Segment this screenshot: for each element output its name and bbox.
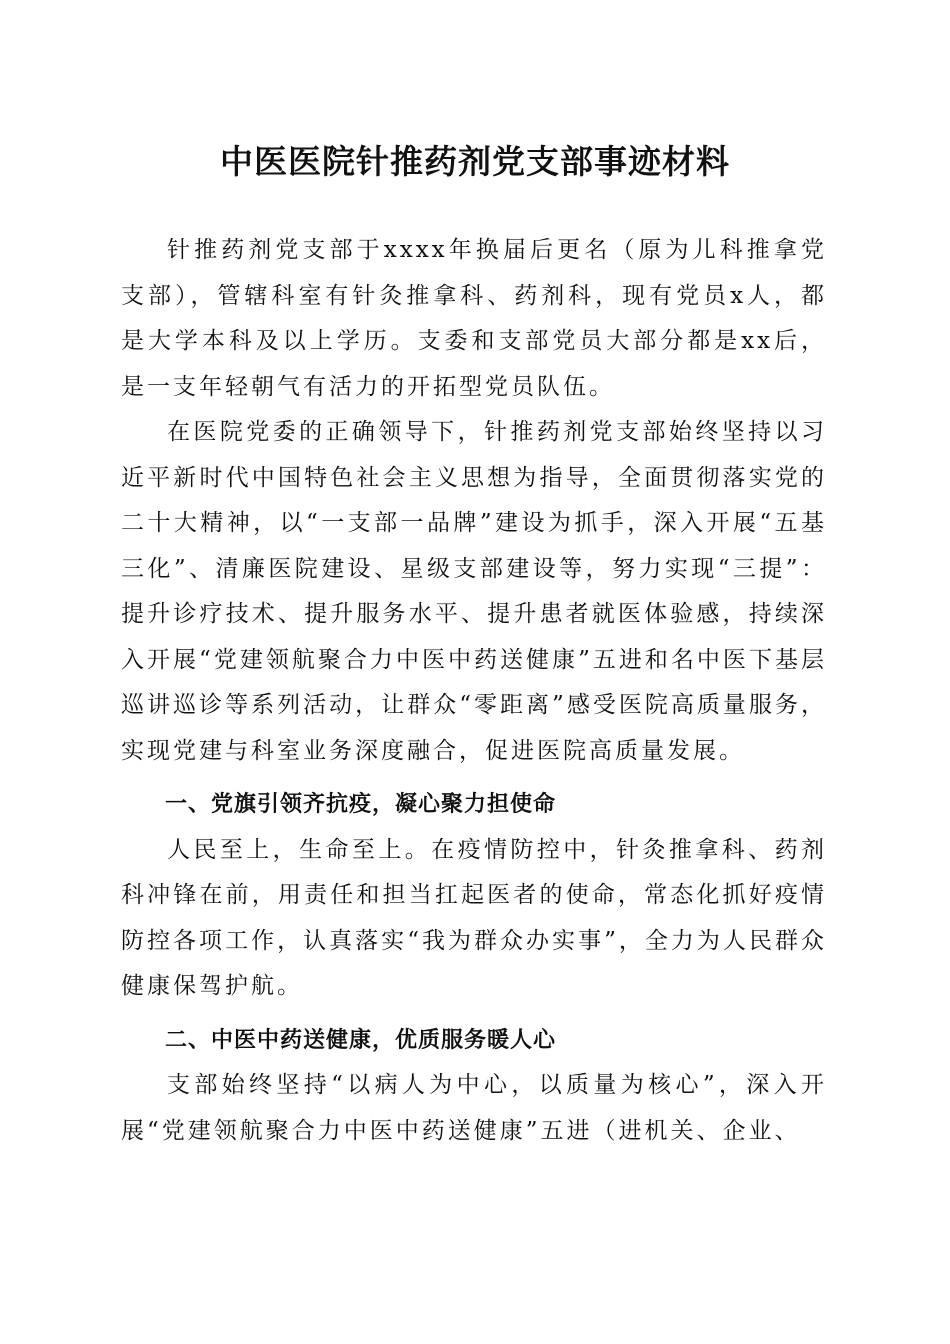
paragraph-intro: 针推药剂党支部于xxxx年换届后更名（原为儿科推拿党支部），管辖科室有针灸推拿科、药剂科，现有党员x人，都是大学本科及以上学历。支委和支部党员大部分都是xx后，是一支年轻朝气有活力的开拓型党员队伍。 <box>121 237 827 400</box>
document-title: 中医医院针推药剂党支部事迹材料 <box>220 142 730 181</box>
spacer <box>121 1010 827 1018</box>
document-body <box>121 228 827 1154</box>
paragraph-service: 支部始终坚持“以病人为中心，以质量为核心”，深入开展“党建领航聚合力中医中药送健康”五进（进机关、企业、 <box>121 1072 827 1144</box>
paragraph-leadership: 在医院党委的正确领导下，针推药剂党支部始终坚持以习近平新时代中国特色社会主义思想为指导，全面贯彻落实党的二十大精神，以“一支部一品牌”建设为抓手，深入开展“五基三化”、清廉医院建设、星级支部建设等，努力实现“三提”：提升诊疗技术、提升服务水平、提升患者就医体验感，持续深入开展“党建领航聚合力中医中药送健康”五进和名中医下基层巡讲巡诊等系列活动，让群众“零距离”感受医院高质量服务，实现党建与科室业务深度融合，促进医院高质量发展。 <box>121 419 827 764</box>
paragraph-epidemic: 人民至上，生命至上。在疫情防控中，针灸推拿科、药剂科冲锋在前，用责任和担当扛起医者的使命，常态化抓好疫情防控各项工作，认真落实“我为群众办实事”，全力为人民群众健康保驾护航。 <box>121 836 827 999</box>
spacer <box>121 774 827 782</box>
section-heading-2: 二、中医中药送健康，优质服务暖人心 <box>165 1027 557 1053</box>
section-heading-1: 一、党旗引领齐抗疫，凝心聚力担使命 <box>165 792 557 817</box>
